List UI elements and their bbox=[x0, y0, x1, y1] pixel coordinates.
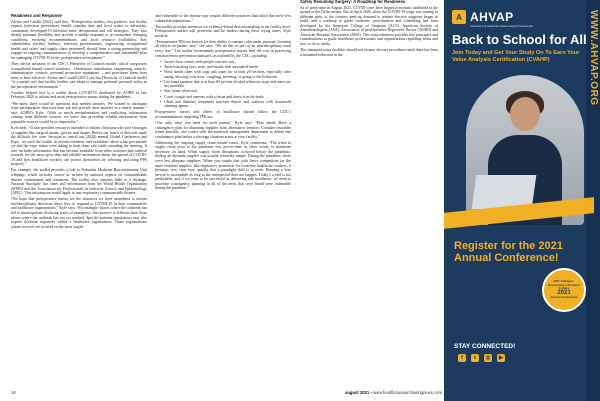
badge-subtitle: Developing a Resilient Culture bbox=[547, 282, 580, 290]
paragraph: For example, the toolkit provides a link to Nebraska Medicine Biocontainment Unit webpage, which includes source as written by national experts on communicable disease containment and treatment. The toolkit also contains links to a Strategic National Stockpile fact sheet and information from the World Health Organization (WHO) and the Association for Professionals in Infection Control and Epidemiology (APIC). This information would apply to any respiratory communicable disease. bbox=[11, 168, 147, 196]
footer-site: www.healthcarepurchasingnews.com bbox=[373, 390, 442, 395]
ad-website-url[interactable]: WWW.AHVAP.ORG bbox=[588, 10, 599, 106]
paragraph: “We hope that perioperative nurses see the resources we have assembled to inform interdisciplinary decisions about how to respond to COVID-19 in their communities and healthcare organizations,” Kyle says. “For example, places where the outbreak has led to municipalities declaring states of emergency, the resource is different than those places where the outbreak has not yet reached. Specific patients populations may also require different responses within a healthcare organization. Those organizations whose services are focused on the most fragile bbox=[11, 197, 147, 229]
paragraph: Alvino and Caudill (2021) said that, “Perioperative leaders, less partners, and facility experts (infection prevention) should consider date and local orders or advisories, community developed-19 infection rates, deformation and roll strategies. They also should maintain flexibility and provide a nimble response to accommodate changing conditions, evolving recommendations, and local resource availability. Key stakeholders (facility leaders), infection preventionists, engineering, occupational health and safety and supply chain personnel) should form a strong partnership and engage in ongoing communication to develop a comprehensive and sustainable plan for managing COVID-19 in the perioperative environment.” bbox=[11, 19, 147, 60]
logo-mark-icon: A bbox=[452, 10, 466, 24]
paragraph: “Use only what you need for each patient,” Kyle says. “Plan ahead. Have a contingency plan for obtaining supplies from alternative vendors. Consider reusables where possible, and confer with the materials management department to define this continuance plan before a shortage situation arises at your facility.” bbox=[155, 121, 291, 139]
badge-title: 360° Changes: bbox=[553, 279, 575, 284]
list-item: • Avoid touching eyes, nose, and mouth with unwashed hands. bbox=[160, 65, 291, 70]
logo-text: AHVAP bbox=[470, 10, 514, 24]
paragraph: As of press-time in August 2021, COVID cases have begun to escalate, attributed to the spread of the Delta variant. But in April 2020, when the COVID-19 surge was waning in different parts of the country, pent-up demand to resume elective surgeries began to build, and a roadmap to guide readiness, prioritization and scheduling had been developed by the American College of Surgeons (ACS), American Society of Anesthesiologists (ASA), Association of periOperative Registered Nurses (AORN) and American Hospital Association (AHA). This joint statement provides key principles and considerations to guide healthcare professionals and organizations regarding when and how to do so safely. bbox=[300, 5, 438, 46]
conference-badge bbox=[542, 268, 586, 312]
list-item: • Cover coughs and sneezes with a tissue and throw it in the trash. bbox=[160, 95, 291, 100]
badge-label: Annual Conference bbox=[550, 295, 578, 300]
list-item: • Use hand sanitizer that is at least 60 percent alcohol whenever soap and water are not available. bbox=[160, 80, 291, 89]
facebook-icon[interactable]: f bbox=[458, 354, 466, 362]
instagram-icon[interactable]: ◎ bbox=[485, 355, 491, 361]
stay-connected-label: STAY CONNECTED! bbox=[454, 343, 516, 350]
social-links bbox=[458, 354, 505, 362]
list-item: • Clean and disinfect frequently touched objects and surfaces with household cleaning agents. bbox=[160, 100, 291, 109]
list-item: • Stay home when sick. bbox=[160, 89, 291, 94]
article-column-3 bbox=[300, 0, 438, 386]
article-column-1 bbox=[11, 14, 147, 386]
ad-subhead: Join Today and Get Your Study On To Earn Your Value Analysis Certification (CVAHP) bbox=[452, 50, 580, 63]
paragraph: Kyle adds, “It also provides resources intended to inform clinicians who face shortages of supplies like surgical masks, gowns, and drapes. Before our board of directors made the difficult, but wise, decision to cancel our (2020) annual Global Conference and Expo, we used the toolkit to inform members and exhibitors about what precautions we and the expo venue were taking to keep them safe while attending the meeting. It now includes information that has become available from other societies and medical journals for the most up-to-date and reliable information about the spread of COVID-19 and how healthcare workers can protect themselves by selecting and using PPE properly.” bbox=[11, 125, 147, 167]
ad-headline: Back to School for All bbox=[452, 32, 587, 47]
footer: august 2021 • www.healthcarepurchasingnews.com bbox=[345, 390, 442, 395]
page-number: 18 bbox=[11, 390, 16, 395]
ahvap-logo bbox=[452, 10, 514, 24]
register-cta[interactable]: Register for the 2021 Annual Conference! bbox=[454, 240, 563, 264]
paragraph: Another helpful tool is a toolkit about COVID-19 developed by AORN in late February 2020 to inform and assist perioperative nurses during the pandemic. bbox=[11, 90, 147, 100]
paragraph: Perioperative nurses and others in healthcare should follow the CDC’s recommendations regarding PPE use. bbox=[155, 110, 291, 119]
twitter-icon[interactable]: t bbox=[471, 354, 479, 362]
ahvap-advertisement[interactable] bbox=[444, 0, 600, 401]
paragraph: “Perioperative RNs are known for their ability to remain calm under pressure, focusing all efforts on patient care,” she says. “We do this as part of an interdisciplinary team every day.” The toolkit recommends perioperative nurses lead the way in practicing common-sense prevention measures, as outlined by the CDC, including: bbox=[155, 39, 291, 58]
paragraph: They advise adoption of the CDC’s Hierarchy of Controls model, which categorizes occupational hazard control solutions – elimination, substitution, engineering controls, administrative controls, personal protective equipment – and prioritizes them from most to least effective. Alvino and Caudill (2021) say this Hierarchy of Controls model “is a useful tool that facility leaders can adapt to manage potential personal safety in the perioperative environment.” bbox=[11, 62, 147, 89]
article-column-2 bbox=[155, 14, 291, 386]
prevention-list bbox=[160, 60, 291, 109]
list-item: • Wash hands often with soap and water for at least 20 seconds, especially after eating, blowing your nose, coughing, sneezing, or going to the bathroom. bbox=[160, 70, 291, 79]
youtube-icon[interactable]: ▶ bbox=[498, 355, 504, 361]
footer-issue: august 2021 bbox=[345, 390, 370, 395]
section-heading: Safely Resuming Surgery: A Roadmap for Readiness bbox=[300, 0, 406, 4]
badge-year: 2021 bbox=[557, 290, 571, 297]
paragraph: “We knew there would be questions that needed answers. We wanted to anticipate what perioperative clinicians may ask and provide these answers in a timely manner,” says AORN’s Kyle. “With so much misinformation and conflicting information coming from different sources, we knew that providing reliable information from reputable sources would be so imperative.” bbox=[11, 101, 147, 124]
paragraph: Addressing the ongoing supply chain-related issues, Kyle comments, “The trend in supply chain prior to the pandemic was just-in-time, in other words, to minimize inventory on hand. When supply chain disruptions occurred before the pandemic, finding an alternate supplier was usually relatively simple. During the pandemic, there were few alternate suppliers. When you couple that with fierce competition for the same essential supplies, like respiratory protection for front-line healthcare workers, it becomes very clear very quickly that a paradigm shift is in order. Running a lean service is sustainable as long as the unexpected does not happen. Today’s world is not predictable, and if we want to be successful in delivering safe healthcare, we need to prioritize contingency planning in all of the areas that were found were vulnerable during the pandemic.” bbox=[155, 140, 291, 191]
logo-subtitle: Association of Healthcare Value Analysis Professionals bbox=[470, 25, 534, 28]
paragraph: The toolkit provides resources for evidence-based decision-making at the facility level. Perioperative nurses will persevere and be leaders during these trying times, Kyle predicts. bbox=[155, 24, 291, 38]
list-item: • Avoid close contact with people who are sick. bbox=[160, 60, 291, 65]
paragraph: The statement notes facilities should not resume elective procedures until there has been a sustained reduction in the bbox=[300, 48, 438, 57]
section-heading: Readiness and Response bbox=[11, 14, 62, 18]
paragraph: and vulnerable to the disease may require different practices than those that serve less vulnerable populations.” bbox=[155, 14, 291, 23]
